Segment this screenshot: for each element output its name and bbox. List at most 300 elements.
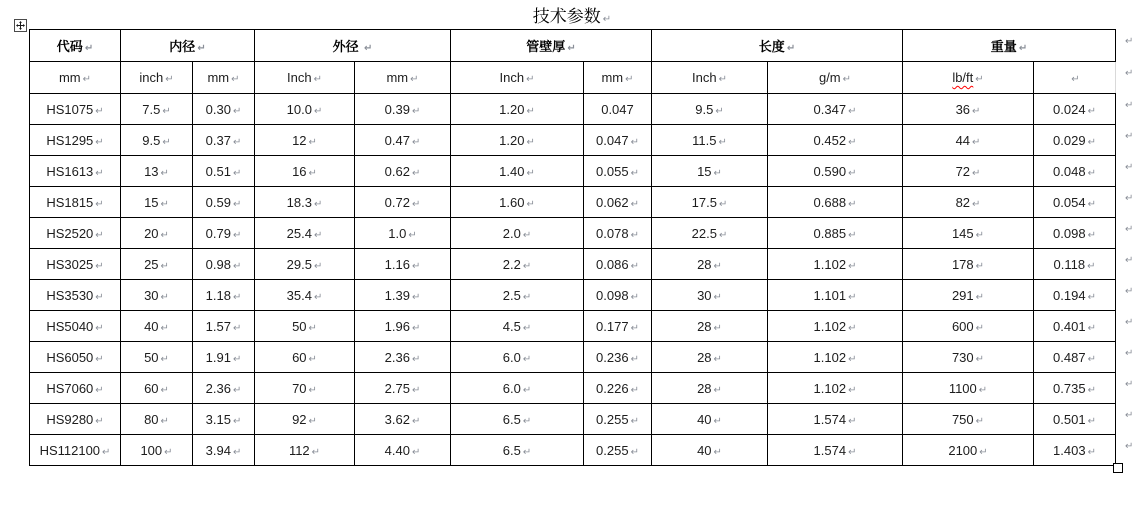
cell-value: 28 [697, 380, 712, 396]
paragraph-mark: ↵ [630, 415, 639, 427]
data-cell[interactable] [451, 125, 584, 156]
paragraph-mark: ↵ [526, 74, 535, 85]
unit-header-cell[interactable] [355, 62, 451, 94]
data-cell[interactable] [903, 187, 1034, 218]
cell-value: HS6050 [46, 349, 94, 365]
data-cell[interactable] [1034, 218, 1116, 249]
paragraph-mark: ↵ [848, 415, 857, 427]
data-cell[interactable] [193, 435, 255, 466]
paragraph-mark: ↵ [526, 105, 535, 117]
cell-value: 3.62 [384, 411, 410, 427]
data-cell[interactable] [30, 280, 121, 311]
unit-header-label: mm [601, 70, 624, 85]
cell-value: 3.15 [205, 411, 231, 427]
table-row-unit-headers [30, 62, 1116, 94]
paragraph-mark: ↵ [715, 105, 724, 117]
data-cell[interactable] [903, 218, 1034, 249]
data-cell[interactable] [255, 218, 355, 249]
data-cell[interactable] [584, 94, 652, 125]
cell-value: 730 [951, 349, 974, 365]
data-cell[interactable] [903, 280, 1034, 311]
cell-value: 2.36 [384, 349, 410, 365]
data-cell[interactable] [903, 373, 1034, 404]
paragraph-mark: ↵ [1087, 167, 1096, 179]
data-cell[interactable] [193, 280, 255, 311]
unit-header-label: mm [58, 70, 81, 85]
paragraph-mark: ↵ [313, 291, 323, 303]
table-resize-handle[interactable] [1113, 463, 1123, 473]
cell-value: HS112100 [39, 442, 101, 458]
data-cell[interactable] [584, 249, 652, 280]
data-cell[interactable] [121, 435, 193, 466]
paragraph-mark: ↵ [522, 415, 532, 427]
cell-value: 9.5 [142, 132, 161, 148]
cell-value: 0.194 [1053, 287, 1086, 303]
paragraph-mark: ↵ [842, 74, 852, 85]
paragraph-mark: ↵ [160, 415, 169, 427]
cell-value: 82 [955, 194, 971, 210]
data-cell[interactable] [652, 404, 768, 435]
data-cell[interactable] [255, 311, 355, 342]
data-cell[interactable] [121, 404, 193, 435]
data-cell[interactable] [355, 218, 451, 249]
data-cell[interactable] [768, 125, 903, 156]
data-cell[interactable] [355, 435, 451, 466]
data-cell[interactable] [768, 435, 903, 466]
data-cell[interactable] [652, 342, 768, 373]
cell-value: HS5040 [46, 318, 94, 334]
paragraph-mark: ↵ [975, 353, 985, 365]
paragraph-mark: ↵ [232, 229, 242, 241]
paragraph-mark: ↵ [625, 74, 634, 85]
group-header-cell[interactable] [121, 30, 255, 62]
data-cell[interactable] [30, 435, 121, 466]
data-cell[interactable] [30, 187, 121, 218]
data-cell[interactable] [255, 156, 355, 187]
data-cell[interactable] [193, 311, 255, 342]
paragraph-mark: ↵ [232, 446, 242, 458]
paragraph-mark: ↵ [231, 74, 240, 85]
cell-value: HS1613 [46, 163, 94, 179]
data-cell[interactable] [768, 156, 903, 187]
unit-header-cell[interactable] [584, 62, 652, 94]
data-cell[interactable] [652, 373, 768, 404]
paragraph-mark: ↵ [308, 322, 317, 334]
paragraph-mark: ↵ [232, 291, 242, 303]
data-cell[interactable] [584, 156, 652, 187]
unit-header-cell[interactable] [1034, 62, 1116, 94]
data-cell[interactable] [255, 125, 355, 156]
cell-value: 0.401 [1053, 318, 1086, 334]
data-cell[interactable] [584, 404, 652, 435]
table-move-handle[interactable] [14, 19, 27, 32]
cell-value: 1.39 [384, 287, 410, 303]
group-header-cell[interactable] [255, 30, 451, 62]
paragraph-mark: ↵ [848, 291, 857, 303]
cell-value: 0.054 [1053, 194, 1086, 210]
paragraph-mark: ↵ [713, 415, 722, 427]
paragraph-mark: ↵ [162, 136, 171, 148]
cell-value: 0.487 [1053, 349, 1086, 365]
data-cell[interactable] [451, 311, 584, 342]
group-header-cell[interactable] [451, 30, 652, 62]
unit-header-label: mm [386, 70, 409, 85]
data-cell[interactable] [355, 187, 451, 218]
data-cell[interactable] [768, 94, 903, 125]
paragraph-mark: ↵ [848, 105, 857, 117]
paragraph-mark: ↵ [522, 353, 532, 365]
data-cell[interactable] [121, 125, 193, 156]
data-cell[interactable] [193, 156, 255, 187]
data-cell[interactable] [768, 280, 903, 311]
paragraph-mark: ↵ [160, 260, 169, 272]
group-header-label: 代码 [56, 39, 83, 54]
paragraph-mark: ↵ [975, 74, 984, 85]
paragraph-mark: ↵ [602, 14, 612, 25]
group-header-label: 管壁厚 [526, 39, 566, 54]
paragraph-mark: ↵ [160, 353, 169, 365]
cell-value: 40 [144, 318, 159, 334]
cell-value: 2.75 [384, 380, 410, 396]
data-cell[interactable] [451, 187, 584, 218]
paragraph-mark: ↵ [786, 43, 796, 54]
data-cell[interactable] [451, 280, 584, 311]
unit-header-cell[interactable] [768, 62, 903, 94]
row-end-paragraph-mark: ↵ [1125, 99, 1134, 111]
data-cell[interactable] [584, 342, 652, 373]
cell-value: 0.118 [1053, 256, 1086, 272]
paragraph-mark: ↵ [1087, 136, 1096, 148]
data-cell[interactable] [451, 156, 584, 187]
data-cell[interactable] [121, 342, 193, 373]
paragraph-mark: ↵ [411, 353, 421, 365]
paragraph-mark: ↵ [313, 229, 323, 241]
data-cell[interactable] [121, 280, 193, 311]
paragraph-mark: ↵ [522, 291, 532, 303]
cell-value: 6.0 [502, 380, 521, 396]
data-cell[interactable] [30, 125, 121, 156]
data-cell[interactable] [903, 342, 1034, 373]
cell-value: HS1295 [46, 132, 94, 148]
data-cell[interactable] [1034, 342, 1116, 373]
cell-value: 1.18 [205, 287, 231, 303]
data-cell[interactable] [30, 311, 121, 342]
cell-value: 70 [292, 380, 307, 396]
data-cell[interactable] [193, 187, 255, 218]
paragraph-mark: ↵ [713, 167, 722, 179]
paragraph-mark: ↵ [1087, 260, 1096, 272]
data-cell[interactable] [451, 373, 584, 404]
data-cell[interactable] [355, 404, 451, 435]
cell-value: 1.96 [384, 318, 410, 334]
data-cell[interactable] [121, 156, 193, 187]
data-cell[interactable] [1034, 156, 1116, 187]
data-cell[interactable] [768, 404, 903, 435]
cell-value: 0.59 [205, 194, 231, 210]
paragraph-mark: ↵ [972, 198, 981, 210]
data-cell[interactable] [768, 218, 903, 249]
cell-value: 10.0 [286, 101, 312, 117]
data-cell[interactable] [1034, 125, 1116, 156]
row-end-paragraph-mark: ↵ [1125, 285, 1134, 297]
table-row [30, 311, 1116, 342]
paragraph-mark: ↵ [848, 384, 857, 396]
data-cell[interactable] [768, 249, 903, 280]
data-cell[interactable] [584, 280, 652, 311]
table-row [30, 249, 1116, 280]
data-cell[interactable] [1034, 404, 1116, 435]
data-cell[interactable] [451, 342, 584, 373]
paragraph-mark: ↵ [848, 260, 857, 272]
data-cell[interactable] [584, 435, 652, 466]
cell-value: 0.048 [1053, 163, 1086, 179]
data-cell[interactable] [355, 342, 451, 373]
data-cell[interactable] [30, 249, 121, 280]
paragraph-mark: ↵ [311, 446, 321, 458]
data-cell[interactable] [193, 94, 255, 125]
data-cell[interactable] [255, 342, 355, 373]
unit-header-cell[interactable] [30, 62, 121, 94]
unit-header-cell[interactable] [903, 62, 1034, 94]
paragraph-mark: ↵ [848, 198, 857, 210]
cell-value: 1.102 [813, 318, 847, 334]
data-cell[interactable] [584, 311, 652, 342]
data-cell[interactable] [355, 94, 451, 125]
data-cell[interactable] [652, 280, 768, 311]
paragraph-mark: ↵ [713, 260, 722, 272]
data-cell[interactable] [1034, 280, 1116, 311]
data-cell[interactable] [652, 94, 768, 125]
data-cell[interactable] [768, 342, 903, 373]
cell-value: 0.047 [596, 132, 629, 148]
cell-value: 0.055 [596, 163, 629, 179]
cell-value: 1100 [948, 380, 977, 396]
paragraph-mark: ↵ [630, 198, 639, 210]
data-cell[interactable] [584, 218, 652, 249]
data-cell[interactable] [30, 94, 121, 125]
data-cell[interactable] [30, 342, 121, 373]
data-cell[interactable] [584, 373, 652, 404]
paragraph-mark: ↵ [630, 291, 639, 303]
cell-value: 28 [697, 318, 712, 334]
unit-header-cell[interactable] [451, 62, 584, 94]
cell-value: HS9280 [46, 411, 94, 427]
table-row [30, 125, 1116, 156]
data-cell[interactable] [903, 311, 1034, 342]
group-header-cell[interactable] [652, 30, 903, 62]
cell-value: 1.91 [205, 349, 231, 365]
row-end-paragraph-mark: ↵ [1125, 192, 1134, 204]
document-title-line[interactable] [29, 2, 1115, 27]
cell-value: 178 [951, 256, 974, 272]
paragraph-mark: ↵ [630, 260, 639, 272]
data-cell[interactable] [652, 218, 768, 249]
data-cell[interactable] [903, 435, 1034, 466]
cell-value: 60 [292, 349, 307, 365]
paragraph-mark: ↵ [160, 198, 169, 210]
cell-value: 1.40 [499, 163, 525, 179]
paragraph-mark: ↵ [411, 384, 421, 396]
paragraph-mark: ↵ [713, 384, 722, 396]
cell-value: 1.0 [388, 225, 407, 241]
data-cell[interactable] [1034, 311, 1116, 342]
data-cell[interactable] [121, 311, 193, 342]
data-cell[interactable] [121, 218, 193, 249]
data-cell[interactable] [652, 187, 768, 218]
technical-parameters-table [29, 29, 1116, 466]
cell-value: 92 [292, 411, 307, 427]
group-header-cell[interactable] [903, 30, 1116, 62]
paragraph-mark: ↵ [411, 198, 421, 210]
unit-header-cell[interactable] [255, 62, 355, 94]
paragraph-mark: ↵ [313, 74, 322, 85]
cell-value: 17.5 [691, 194, 717, 210]
paragraph-mark: ↵ [848, 167, 857, 179]
paragraph-mark: ↵ [522, 229, 532, 241]
data-cell[interactable] [121, 94, 193, 125]
paragraph-mark: ↵ [197, 43, 206, 54]
paragraph-mark: ↵ [313, 198, 323, 210]
data-cell[interactable] [584, 125, 652, 156]
cell-value: 0.62 [384, 163, 410, 179]
paragraph-mark: ↵ [95, 384, 104, 396]
paragraph-mark: ↵ [630, 167, 639, 179]
paragraph-mark: ↵ [1087, 384, 1096, 396]
cell-value: 7.5 [142, 101, 161, 117]
data-cell[interactable] [30, 373, 121, 404]
unit-header-label: Inch [692, 70, 717, 85]
cell-value: 72 [955, 163, 971, 179]
group-header-cell[interactable] [30, 30, 121, 62]
data-cell[interactable] [355, 156, 451, 187]
paragraph-mark: ↵ [410, 74, 419, 85]
data-cell[interactable] [451, 249, 584, 280]
unit-header-cell[interactable] [121, 62, 193, 94]
cell-value: 1.101 [813, 287, 847, 303]
cell-value: 36 [955, 101, 971, 117]
unit-header-label-misspelled: lb/ft [952, 70, 974, 85]
paragraph-mark: ↵ [567, 43, 576, 54]
data-cell[interactable] [255, 404, 355, 435]
data-cell[interactable] [903, 404, 1034, 435]
data-cell[interactable] [903, 125, 1034, 156]
cell-value: 15 [144, 194, 159, 210]
paragraph-mark: ↵ [975, 322, 985, 334]
data-cell[interactable] [652, 156, 768, 187]
cell-value: HS3530 [46, 287, 94, 303]
data-cell[interactable] [903, 156, 1034, 187]
data-cell[interactable] [355, 311, 451, 342]
paragraph-mark: ↵ [95, 353, 104, 365]
row-end-paragraph-mark: ↵ [1125, 161, 1134, 173]
cell-value: 28 [697, 349, 712, 365]
data-cell[interactable] [193, 218, 255, 249]
data-cell[interactable] [652, 435, 768, 466]
cell-value: 0.501 [1053, 411, 1086, 427]
data-cell[interactable] [121, 249, 193, 280]
data-cell[interactable] [255, 435, 355, 466]
data-cell[interactable] [30, 404, 121, 435]
paragraph-mark: ↵ [308, 415, 317, 427]
data-cell[interactable] [193, 342, 255, 373]
paragraph-mark: ↵ [95, 198, 104, 210]
data-cell[interactable] [652, 311, 768, 342]
row-end-paragraph-mark: ↵ [1125, 68, 1134, 79]
cell-value: 1.102 [813, 349, 847, 365]
paragraph-mark: ↵ [1087, 415, 1096, 427]
data-cell[interactable] [1034, 94, 1116, 125]
paragraph-mark: ↵ [411, 167, 421, 179]
data-cell[interactable] [451, 435, 584, 466]
data-cell[interactable] [652, 125, 768, 156]
data-cell[interactable] [1034, 435, 1116, 466]
data-cell[interactable] [121, 187, 193, 218]
unit-header-cell[interactable] [193, 62, 255, 94]
data-cell[interactable] [193, 249, 255, 280]
cell-value: 6.5 [502, 442, 521, 458]
cell-value: 6.5 [502, 411, 521, 427]
data-cell[interactable] [584, 187, 652, 218]
data-cell[interactable] [255, 249, 355, 280]
data-cell[interactable] [355, 373, 451, 404]
data-cell[interactable] [451, 404, 584, 435]
paragraph-mark: ↵ [160, 291, 169, 303]
data-cell[interactable] [193, 125, 255, 156]
cell-value: 15 [697, 163, 712, 179]
data-cell[interactable] [355, 249, 451, 280]
data-cell[interactable] [903, 94, 1034, 125]
data-cell[interactable] [355, 125, 451, 156]
data-cell[interactable] [30, 156, 121, 187]
data-cell[interactable] [255, 94, 355, 125]
data-cell[interactable] [1034, 187, 1116, 218]
paragraph-mark: ↵ [975, 229, 985, 241]
cell-value: 12 [292, 132, 307, 148]
cell-value: 0.062 [596, 194, 629, 210]
paragraph-mark: ↵ [232, 353, 242, 365]
data-cell[interactable] [652, 249, 768, 280]
row-end-paragraph-mark: ↵ [1125, 130, 1134, 142]
data-cell[interactable] [255, 280, 355, 311]
cell-value: 13 [144, 163, 159, 179]
data-cell[interactable] [903, 249, 1034, 280]
data-cell[interactable] [1034, 373, 1116, 404]
paragraph-mark: ↵ [411, 322, 421, 334]
cell-value: HS1075 [46, 101, 94, 117]
data-cell[interactable] [768, 311, 903, 342]
cell-value: 35.4 [286, 287, 312, 303]
data-cell[interactable] [193, 373, 255, 404]
data-cell[interactable] [451, 94, 584, 125]
data-cell[interactable] [255, 187, 355, 218]
data-cell[interactable] [451, 218, 584, 249]
cell-value: 0.226 [596, 380, 629, 396]
unit-header-cell[interactable] [652, 62, 768, 94]
data-cell[interactable] [355, 280, 451, 311]
data-cell[interactable] [30, 218, 121, 249]
data-cell[interactable] [768, 373, 903, 404]
data-cell[interactable] [193, 404, 255, 435]
cell-value: 4.40 [384, 442, 410, 458]
paragraph-mark: ↵ [162, 105, 171, 117]
cell-value: 1.403 [1053, 442, 1086, 458]
data-cell[interactable] [121, 373, 193, 404]
cell-value: 16 [292, 163, 307, 179]
data-cell[interactable] [1034, 249, 1116, 280]
data-cell[interactable] [255, 373, 355, 404]
data-cell[interactable] [768, 187, 903, 218]
paragraph-mark: ↵ [1018, 43, 1028, 54]
